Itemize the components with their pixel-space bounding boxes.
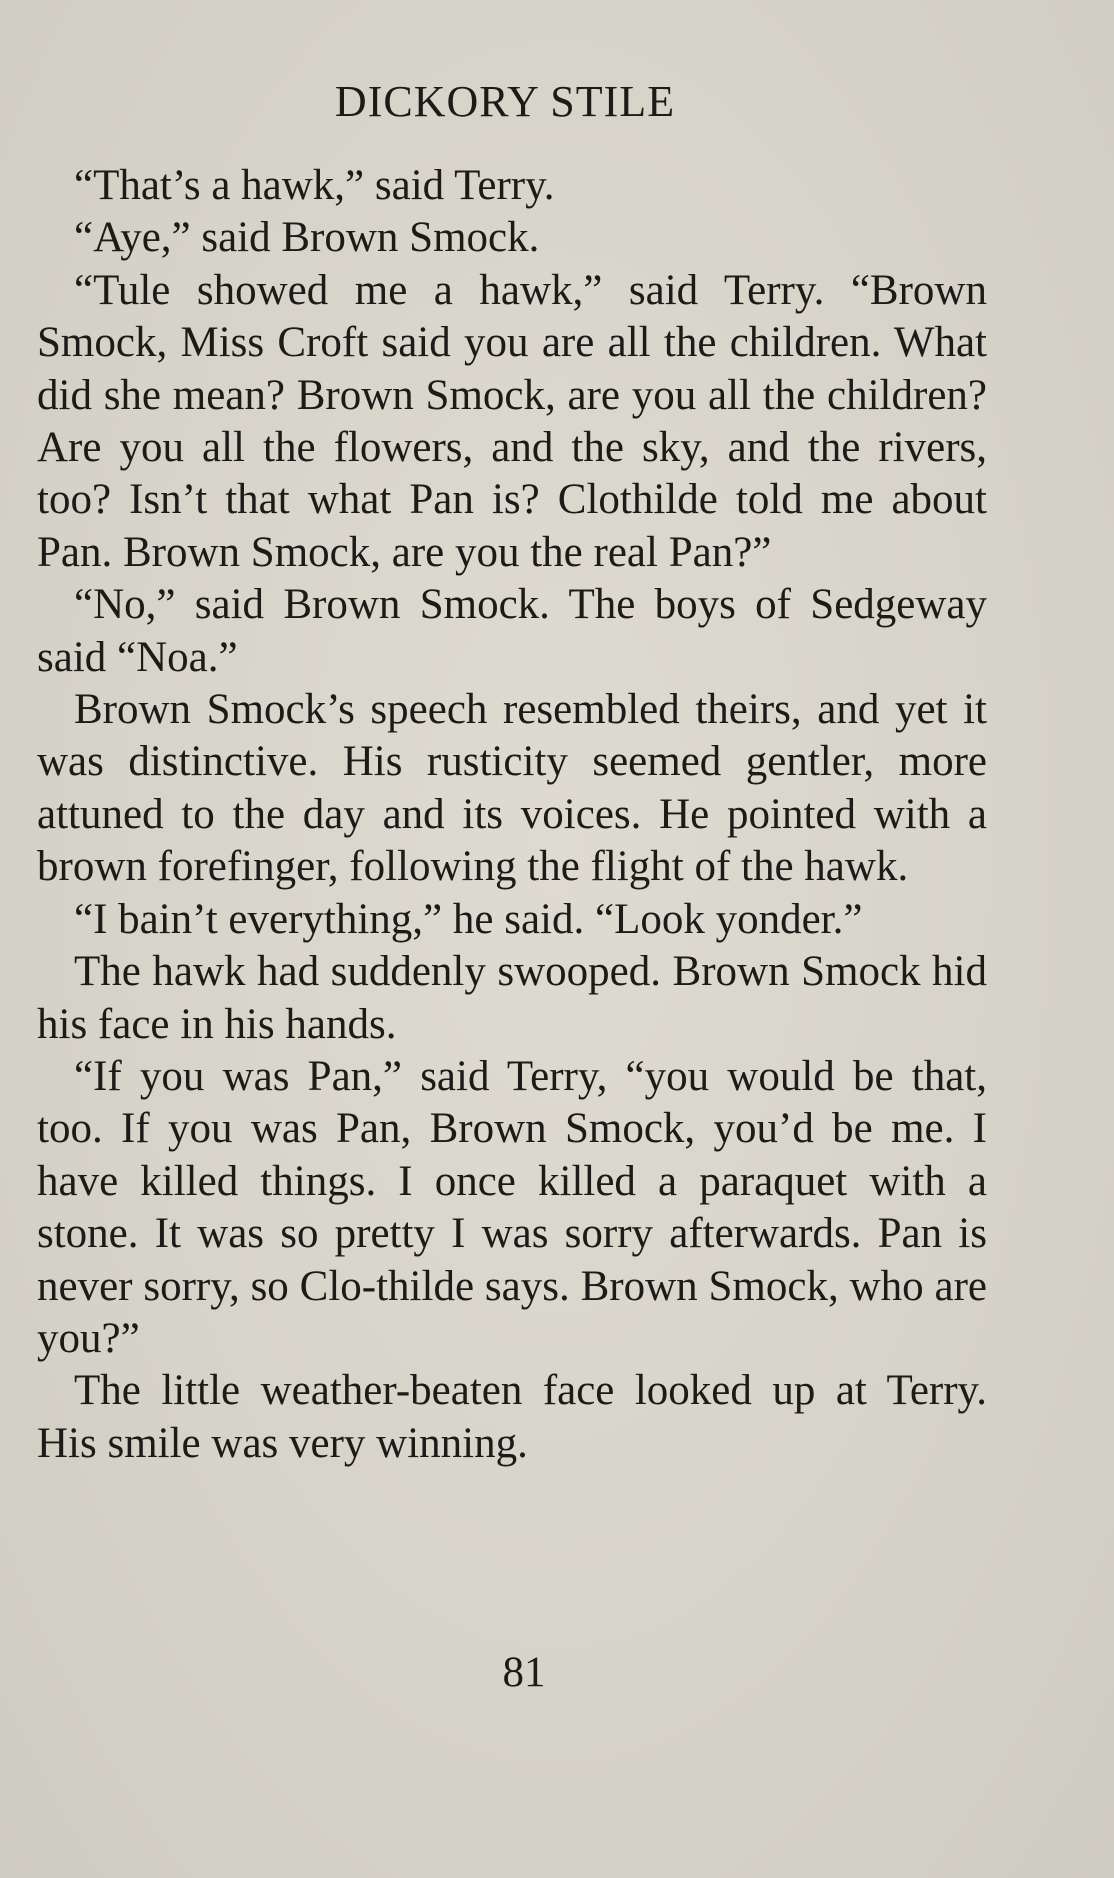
running-head: DICKORY STILE <box>334 77 676 126</box>
paragraph: “Tule showed me a hawk,” said Terry. “Brown Smock, Miss Croft said you are all the children. What did she mean? Brown Smock, are you all the children? Are you all the flowers, and the sky, and the rivers, too? Isn’t that what Pan is? Clothilde told me about Pan. Brown Smock, are you the real Pan?” <box>37 266 987 576</box>
paragraph: “That’s a hawk,” said Terry. <box>74 162 555 209</box>
paragraph: “If you was Pan,” said Terry, “you would be that, too. If you was Pan, Brown Smock, you’d be me. I have killed things. I once killed a paraquet with a stone. It was so pretty I was sorry afterwards. Pan is never sorry, so Clo-thilde says. Brown Smock, who are you?” <box>37 1052 987 1362</box>
paragraph: “Aye,” said Brown Smock. <box>74 214 540 262</box>
paragraph: The little weather-beaten face looked up at Terry. His smile was very winning. <box>37 1367 987 1467</box>
paragraph: Brown Smock’s speech resembled theirs, and yet it was distinctive. His rusticity seemed gentler, more attuned to the day and its voices. He pointed with a brown forefinger, following the flight of the hawk. <box>37 686 987 891</box>
page-number: 81 <box>502 1649 546 1696</box>
body-text <box>37 160 987 1470</box>
paragraph: “No,” said Brown Smock. The boys of Sedgeway said “Noa.” <box>37 581 987 681</box>
paragraph: “I bain’t everything,” he said. “Look yonder.” <box>74 895 863 943</box>
paragraph: The hawk had suddenly swooped. Brown Smock hid his face in his hands. <box>37 948 987 1048</box>
